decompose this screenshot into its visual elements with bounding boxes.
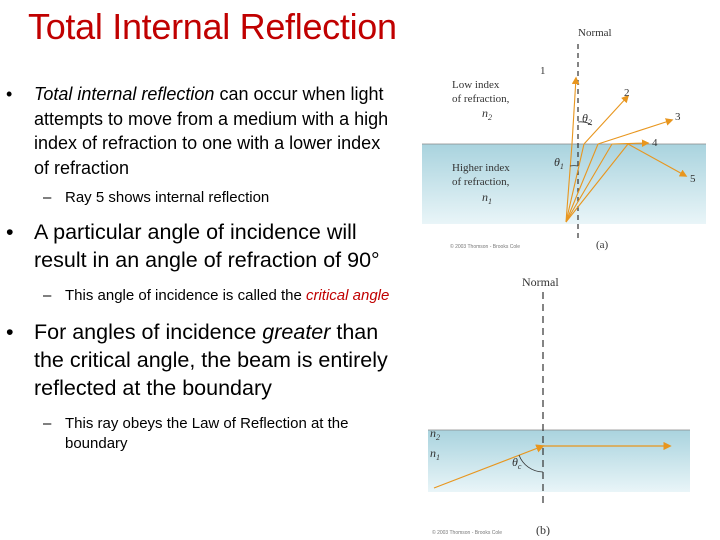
caption-b: (b) (536, 523, 550, 536)
normal-label-a: Normal (578, 27, 612, 39)
bullet-dot: • (6, 220, 14, 244)
high-index-label-2: of refraction, (452, 176, 510, 188)
n1-label-b: $n_1$ (430, 446, 440, 462)
sub-bullet-dash: – (43, 189, 52, 206)
bullet-2 (6, 218, 398, 274)
bullet-2-text: A particular angle of incidence will result in an angle of refraction of 90° (34, 220, 380, 272)
thetac-label: $\theta_c$ (512, 455, 522, 471)
sub-bullet-3-text: This ray obeys the Law of Reflection at the boundary (65, 415, 349, 452)
sub-bullet-2-text: This angle of incidence is called the (65, 287, 306, 304)
theta1-label: $\theta_1$ (554, 155, 564, 171)
ray-label-5: 5 (690, 173, 696, 185)
sub-bullet-1 (6, 188, 398, 208)
bullet-1-text: can occur when light attempts to move from a medium with a high index of refraction to one with a lower index of refraction (34, 84, 389, 178)
low-index-label-2: of refraction, (452, 93, 510, 105)
ray-1-refracted (572, 78, 576, 144)
refraction-figures (416, 16, 716, 536)
sub-bullet-2 (6, 286, 398, 306)
higher-index-medium-b (428, 430, 690, 492)
sub-bullet-dash: – (43, 287, 52, 304)
ray-label-2: 2 (624, 87, 630, 99)
figure-b (428, 275, 690, 536)
high-index-label-1: Higher index (452, 162, 510, 174)
theta2-label: $\theta_2$ (582, 111, 592, 127)
copyright-a: © 2003 Thomson - Brooks Cole (450, 244, 521, 250)
bullet-3-emphasis: greater (262, 320, 331, 344)
low-index-label-1: Low index (452, 79, 500, 91)
bullet-dot: • (6, 320, 14, 344)
copyright-b: © 2003 Thomson - Brooks Cole (432, 530, 503, 536)
bullet-list (6, 82, 398, 454)
ray-label-4: 4 (652, 137, 658, 149)
ray-label-1: 1 (540, 65, 546, 77)
bullet-3-text-pre: For angles of incidence (34, 320, 263, 344)
bullet-3-text-post: than the critical angle, the beam is entirely reflected at the boundary (34, 320, 388, 400)
caption-a: (a) (596, 239, 609, 251)
bullet-1 (6, 82, 398, 180)
figure-a (422, 27, 706, 251)
n2-label-a: $n_2$ (482, 106, 492, 122)
bullet-1-term: Total internal reflection (34, 84, 215, 104)
n1-label-a: $n_1$ (482, 190, 492, 206)
normal-label-b: Normal (522, 275, 559, 289)
ray-label-3: 3 (675, 111, 681, 123)
ray-3-refracted (598, 120, 672, 144)
slide-title: Total Internal Reflection (28, 6, 397, 47)
critical-angle-term: critical angle (305, 287, 390, 304)
bullet-dot: • (6, 84, 13, 104)
bullet-3 (6, 318, 398, 402)
sub-bullet-1-text: Ray 5 shows internal reflection (65, 189, 270, 206)
sub-bullet-dash: – (43, 415, 52, 432)
n2-label-b: $n_2$ (430, 426, 440, 442)
sub-bullet-3 (6, 414, 398, 454)
